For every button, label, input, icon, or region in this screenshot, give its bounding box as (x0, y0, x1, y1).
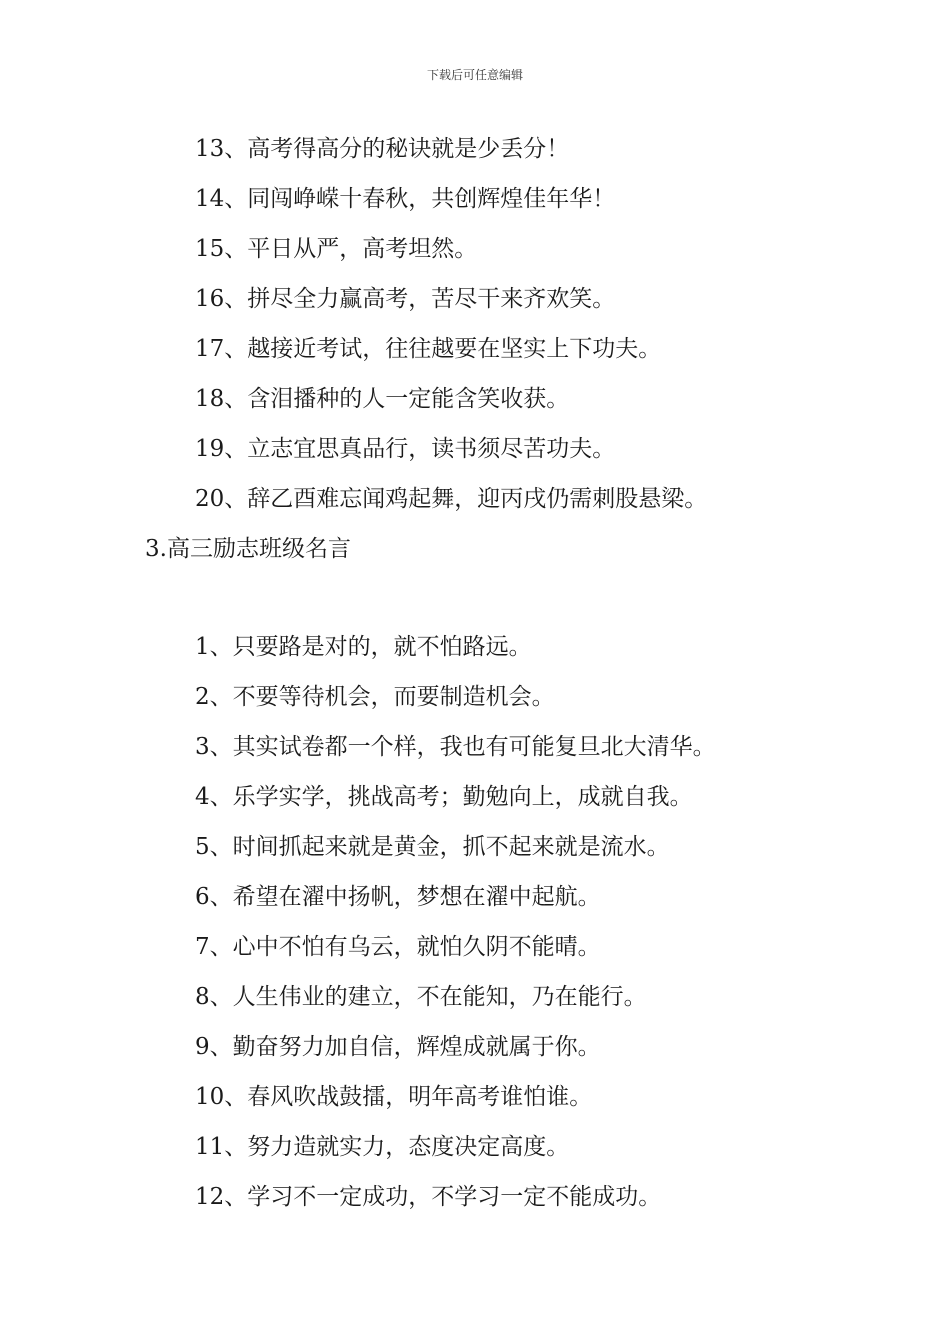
list-item: 2、不要等待机会，而要制造机会。 (195, 684, 555, 710)
list-item: 14、同闯峥嵘十春秋，共创辉煌佳年华！ (195, 186, 616, 212)
list-item: 4、乐学实学，挑战高考；勤勉向上，成就自我。 (195, 784, 693, 810)
list-item: 19、立志宜思真品行，读书须尽苦功夫。 (195, 436, 616, 462)
list-item: 6、希望在濯中扬帆，梦想在濯中起航。 (195, 884, 601, 910)
list-item: 10、春风吹战鼓擂，明年高考谁怕谁。 (195, 1084, 593, 1110)
header-note: 下载后可任意编辑 (426, 68, 523, 82)
list-item: 9、勤奋努力加自信，辉煌成就属于你。 (195, 1034, 601, 1060)
list-item: 1、只要路是对的，就不怕路远。 (195, 634, 532, 660)
list-item: 17、越接近考试，往往越要在坚实上下功夫。 (195, 336, 662, 362)
list-item: 16、拼尽全力赢高考，苦尽干来齐欢笑。 (195, 286, 616, 312)
motto-list-continued (0, 124, 950, 524)
list-item: 15、平日从严，高考坦然。 (195, 236, 478, 262)
list-item: 8、人生伟业的建立，不在能知，乃在能行。 (195, 984, 647, 1010)
list-item: 11、努力造就实力，态度决定高度。 (195, 1134, 570, 1160)
list-item: 5、时间抓起来就是黄金，抓不起来就是流水。 (195, 834, 670, 860)
list-item: 13、高考得高分的秘诀就是少丢分！ (195, 136, 570, 162)
list-item: 20、辞乙酉难忘闻鸡起舞，迎丙戌仍需刺股悬梁。 (195, 486, 708, 512)
list-item: 18、含泪播种的人一定能含笑收获。 (195, 386, 570, 412)
section-heading: 3.高三励志班级名言 (145, 536, 351, 562)
list-item: 3、其实试卷都一个样，我也有可能复旦北大清华。 (195, 734, 716, 760)
motto-list (0, 622, 950, 1222)
list-item: 7、心中不怕有乌云，就怕久阴不能晴。 (195, 934, 601, 960)
list-item: 12、学习不一定成功，不学习一定不能成功。 (195, 1184, 662, 1210)
